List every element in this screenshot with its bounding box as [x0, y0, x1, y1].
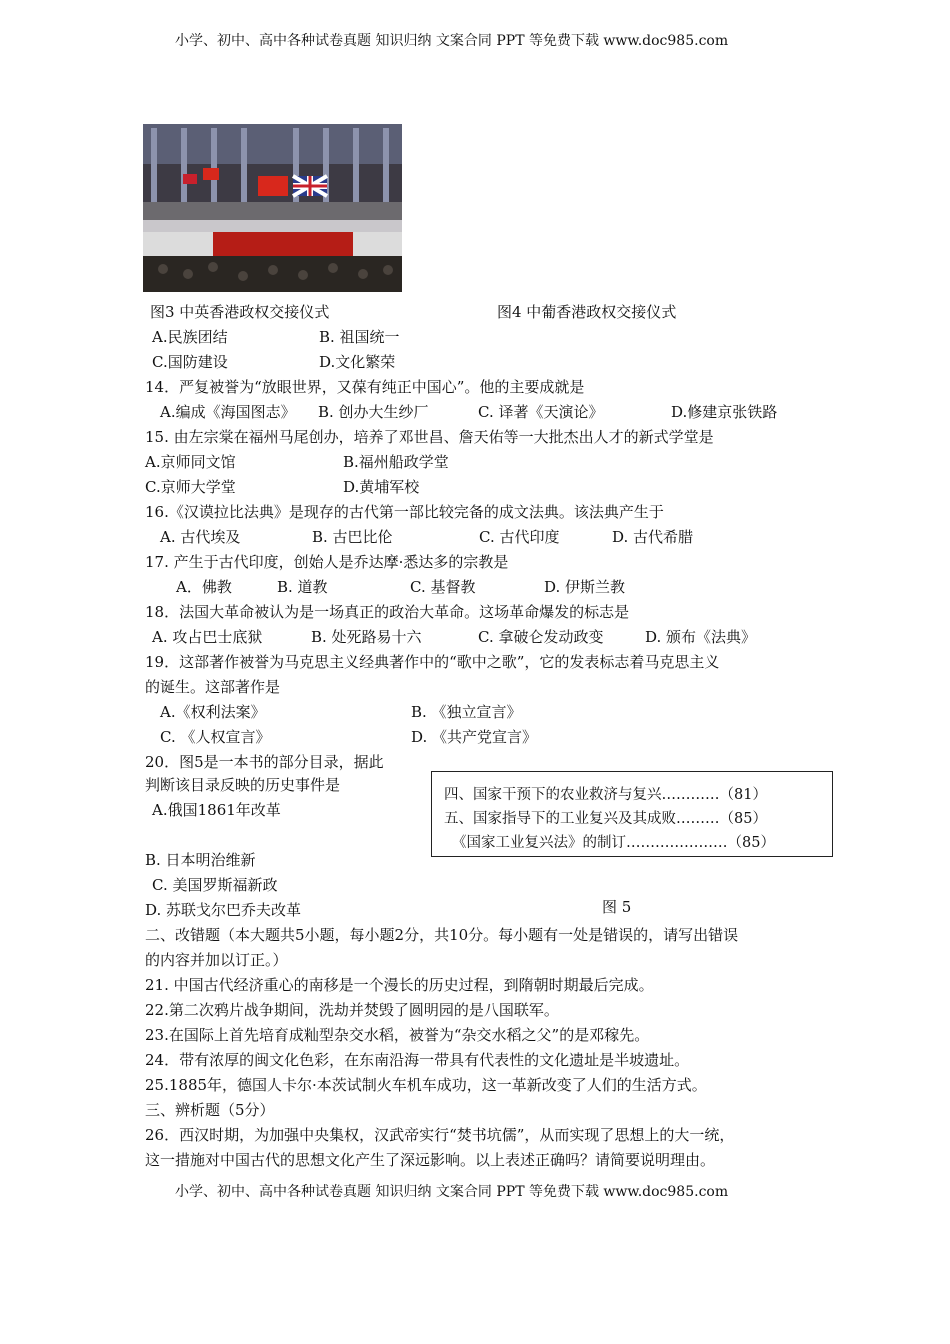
q26-line1: 26．西汉时期，为加强中央集权，汉武帝实行“焚书坑儒”，从而实现了思想上的大一统， — [145, 1126, 735, 1144]
q20-option-a: A.俄国1861年改革 — [152, 801, 281, 819]
q20-option-c: C. 美国罗斯福新政 — [152, 876, 278, 894]
q14-option-c: C. 译著《天演论》 — [478, 403, 604, 421]
toc-line-1: 四、国家干预下的农业救济与复兴…………（81） — [444, 787, 767, 803]
q23: 23.在国际上首先培育成籼型杂交水稻，被誉为“杂交水稻之父”的是邓稼先。 — [145, 1026, 650, 1044]
q26-line2: 这一措施对中国古代的思想文化产生了深远影响。以上表述正确吗？请简要说明理由。 — [145, 1151, 716, 1169]
q24: 24．带有浓厚的闽文化色彩，在东南沿海一带具有代表性的文化遗址是半坡遗址。 — [145, 1051, 690, 1069]
page-header: 小学、初中、高中各种试卷真题 知识归纳 文案合同 PPT 等免费下载 www.doc985.com — [175, 33, 729, 49]
page-footer: 小学、初中、高中各种试卷真题 知识归纳 文案合同 PPT 等免费下载 www.doc985.com — [175, 1184, 729, 1200]
q17-option-c: C. 基督教 — [410, 578, 476, 596]
q14-option-d: D.修建京张铁路 — [671, 403, 778, 421]
q17-stem: 17. 产生于古代印度，创始人是乔达摩·悉达多的宗教是 — [145, 553, 509, 571]
q19-stem-line2: 的诞生。这部著作是 — [145, 678, 281, 696]
q15-option-b: B.福州船政学堂 — [343, 453, 449, 471]
q20-option-b: B. 日本明治维新 — [145, 851, 256, 869]
q15-stem: 15. 由左宗棠在福州马尾创办，培养了邓世昌、詹天佑等一大批杰出人才的新式学堂是 — [145, 428, 714, 446]
q15-option-c: C.京师大学堂 — [145, 478, 236, 496]
toc-line-2: 五、国家指导下的工业复兴及其成败………（85） — [444, 811, 767, 827]
q18-option-b: B. 处死路易十六 — [311, 628, 422, 646]
toc-line-3: 《国家工业复兴法》的制订…………………（85） — [452, 835, 775, 851]
q17-option-d: D. 伊斯兰教 — [544, 578, 626, 596]
q16-option-c: C. 古代印度 — [479, 528, 560, 546]
q19-option-c: C. 《人权宣言》 — [160, 728, 271, 746]
q13-option-d: D.文化繁荣 — [319, 353, 396, 371]
q18-option-d: D. 颁布《法典》 — [645, 628, 757, 646]
q18-option-c: C. 拿破仑发动政变 — [478, 628, 604, 646]
q25: 25.1885年，德国人卡尔·本茨试制火车机车成功，这一革新改变了人们的生活方式。 — [145, 1076, 707, 1094]
handover-ceremony-photo — [143, 124, 402, 292]
q17-option-a: A．佛教 — [176, 578, 232, 596]
q19-option-d: D. 《共产党宣言》 — [411, 728, 538, 746]
q20-stem-line1: 20．图5是一本书的部分目录，据此 — [145, 753, 384, 771]
q13-option-b: B. 祖国统一 — [319, 328, 400, 346]
q21: 21. 中国古代经济重心的南移是一个漫长的历史过程，到隋朝时期最后完成。 — [145, 976, 654, 994]
q18-option-a: A. 攻占巴士底狱 — [152, 628, 263, 646]
q19-option-b: B. 《独立宣言》 — [411, 703, 522, 721]
section2-title-line1: 二、改错题（本大题共5小题，每小题2分，共10分。每小题有一处是错误的，请写出错误 — [145, 926, 739, 944]
q14-option-a: A.编成《海国图志》 — [160, 403, 296, 421]
q16-option-d: D. 古代希腊 — [612, 528, 694, 546]
section3-title: 三、辨析题（5分） — [145, 1101, 275, 1119]
q15-option-d: D.黄埔军校 — [343, 478, 420, 496]
q13-option-c: C.国防建设 — [152, 353, 228, 371]
figure4-caption: 图4 中葡香港政权交接仪式 — [497, 303, 677, 321]
section2-title-line2: 的内容并加以订正。） — [145, 951, 288, 969]
q18-stem: 18．法国大革命被认为是一场真正的政治大革命。这场革命爆发的标志是 — [145, 603, 630, 621]
q13-option-a: A.民族团结 — [152, 328, 228, 346]
figure5-caption: 图 5 — [602, 898, 632, 916]
q16-option-b: B. 古巴比伦 — [312, 528, 393, 546]
q17-option-b: B. 道教 — [277, 578, 328, 596]
q16-stem: 16.《汉谟拉比法典》是现存的古代第一部比较完备的成文法典。该法典产生于 — [145, 503, 664, 521]
figure3-caption: 图3 中英香港政权交接仪式 — [150, 303, 330, 321]
q20-option-d: D. 苏联戈尔巴乔夫改革 — [145, 901, 302, 919]
q15-option-a: A.京师同文馆 — [145, 453, 236, 471]
q22: 22.第二次鸦片战争期间，洗劫并焚毁了圆明园的是八国联军。 — [145, 1001, 559, 1019]
q20-stem-line2: 判断该目录反映的历史事件是 — [145, 776, 341, 794]
q19-stem-line1: 19．这部著作被誉为马克思主义经典著作中的“歌中之歌”，它的发表标志着马克思主义 — [145, 653, 720, 671]
q19-option-a: A.《权利法案》 — [160, 703, 266, 721]
q14-option-b: B. 创办大生纱厂 — [318, 403, 429, 421]
q16-option-a: A. 古代埃及 — [160, 528, 241, 546]
figure5-table-of-contents — [431, 771, 833, 857]
q14-stem: 14．严复被誉为“放眼世界，又葆有纯正中国心”。他的主要成就是 — [145, 378, 585, 396]
